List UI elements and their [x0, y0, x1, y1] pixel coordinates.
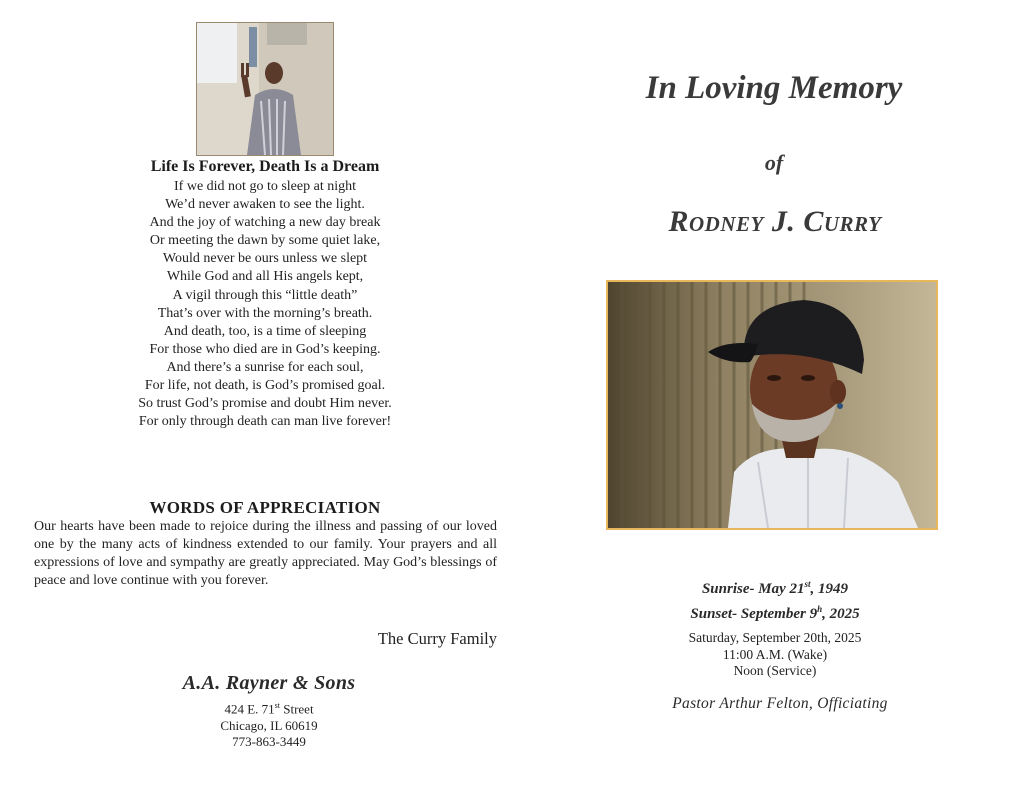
poem-line: While God and all His angels kept, [166, 269, 364, 285]
deceased-name: Rodney J. Curry [668, 205, 882, 238]
poem-line: For life, not death, is God’s promised goal. [144, 378, 386, 394]
of-label: of [764, 150, 784, 175]
service-date: Saturday, September 20th, 2025 [688, 630, 862, 645]
memorial-title: In Loving Memory [645, 70, 903, 106]
poem-line: A vigil through this “little death” [172, 287, 358, 303]
poem-line: And the joy of watching a new day break [149, 215, 381, 231]
poem-title: Life Is Forever, Death Is a Dream [150, 158, 380, 175]
funeral-home-name: A.A. Rayner & Sons [182, 672, 356, 694]
funeral-home-street: 424 E. 71st Street [224, 701, 314, 717]
poem-body [60, 178, 470, 431]
funeral-home-phone: 773-863-3449 [232, 734, 306, 750]
poem-line: And there’s a sunrise for each soul, [166, 359, 364, 375]
poem-line: That’s over with the morning’s breath. [157, 305, 373, 321]
funeral-home-city: Chicago, IL 60619 [220, 717, 318, 733]
appreciation-body: Our hearts have been made to rejoice during the illness and passing of our loved one by the many acts of kindness extended to our family. Your prayers and all expressions of love and sympathy are greatly appreciated. May God’s blessings of peace and love continue with you forever. [34, 519, 497, 588]
family-signature: The Curry Family [377, 629, 497, 648]
poem-line: For those who died are in God’s keeping. [149, 341, 381, 357]
officiant: Pastor Arthur Felton, Officiating [672, 695, 888, 712]
poem-line: So trust God’s promise and doubt Him never. [138, 396, 392, 412]
small-photo [196, 22, 334, 156]
person-photo-small-illustration [197, 23, 333, 155]
poem-line: Or meeting the dawn by some quiet lake, [149, 233, 381, 249]
poem-line: Would never be ours unless we slept [162, 251, 368, 267]
portrait-photo [606, 280, 938, 530]
wake-time: 11:00 A.M. (Wake) [722, 646, 828, 662]
sunset-date: Sunset- September 9$^h$, 2025 [690, 604, 860, 622]
poem-line: And death, too, is a time of sleeping [163, 323, 367, 339]
appreciation-title: WORDS OF APPRECIATION [149, 498, 381, 517]
sunrise-date: Sunrise- May 21st, 1949 [701, 579, 849, 597]
poem-line: If we did not go to sleep at night [174, 179, 356, 194]
service-time: Noon (Service) [733, 663, 817, 678]
funeral-home-address [190, 698, 348, 751]
poem-line: We’d never awaken to see the light. [165, 197, 365, 213]
portrait-photo-illustration [608, 282, 936, 528]
poem-line: For only through death can man live forever! [138, 414, 392, 430]
life-dates [640, 574, 910, 624]
service-details [660, 630, 890, 680]
